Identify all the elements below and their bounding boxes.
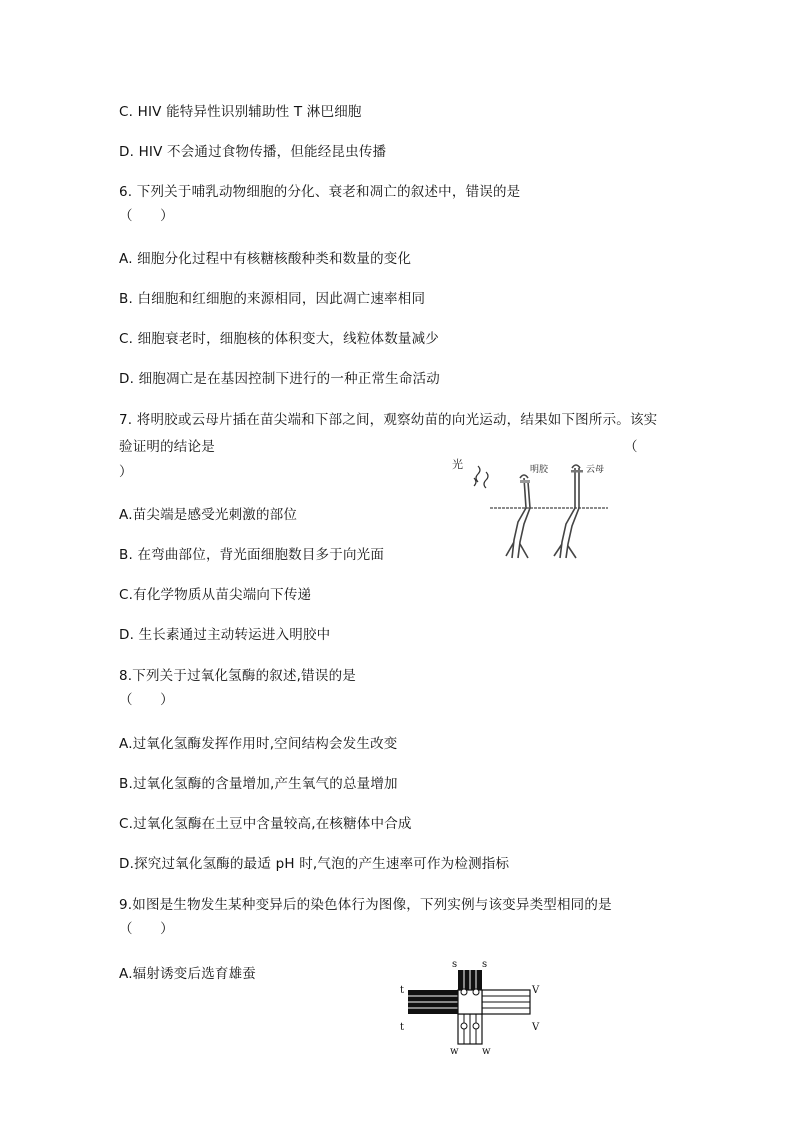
label-v1: V xyxy=(532,985,540,996)
q7-paren-open: （ xyxy=(624,439,638,455)
q7-stem-line2: 验证明的结论是 xyxy=(119,439,215,455)
q8-option-a: A.过氧化氢酶发挥作用时,空间结构会发生改变 xyxy=(119,736,398,752)
q9-stem: 9.如图是生物发生某种变异后的染色体行为图像，下列实例与该变异类型相同的是 xyxy=(119,897,612,913)
label-s2: s xyxy=(482,959,488,970)
seedling-gelatin xyxy=(506,475,530,558)
seedling-mica xyxy=(554,465,580,558)
q7-option-a: A.苗尖端是感受光刺激的部位 xyxy=(119,507,298,523)
q6-option-a: A. 细胞分化过程中有核糖核酸种类和数量的变化 xyxy=(119,251,412,267)
label-s1: s xyxy=(452,959,458,970)
q8-answer-paren: （ ） xyxy=(119,692,174,708)
q8-option-c: C.过氧化氢酶在土豆中含量较高,在核糖体中合成 xyxy=(119,816,412,832)
q6-option-d: D. 细胞凋亡是在基因控制下进行的一种正常生命活动 xyxy=(119,371,440,387)
mica-label: 云母 xyxy=(586,465,605,475)
seedling-phototropism-figure xyxy=(448,452,618,564)
q7-option-b: B. 在弯曲部位，背光面细胞数目多于向光面 xyxy=(119,547,385,563)
q8-option-d: D.探究过氧化氢酶的最适 pH 时,气泡的产生速率可作为检测指标 xyxy=(119,856,510,872)
label-t1: t xyxy=(400,985,405,996)
light-rays-icon xyxy=(474,466,488,488)
q8-stem: 8.下列关于过氧化氢酶的叙述,错误的是 xyxy=(119,668,356,684)
label-w1: w xyxy=(450,1046,459,1056)
q7-option-c: C.有化学物质从苗尖端向下传递 xyxy=(119,587,312,603)
q9-answer-paren: （ ） xyxy=(119,921,174,937)
chromosome-cross-figure xyxy=(398,956,548,1056)
label-v2: V xyxy=(532,1022,540,1033)
q9-option-a: A.辐射诱变后选育雄蚕 xyxy=(119,966,256,982)
gelatin-block xyxy=(520,480,530,483)
mica-sheet xyxy=(571,470,583,473)
light-label: 光 xyxy=(452,458,463,471)
q5-option-d: D. HIV 不会通过食物传播，但能经昆虫传播 xyxy=(119,144,387,160)
label-w2: w xyxy=(482,1046,491,1056)
q6-answer-paren: （ ） xyxy=(119,208,174,224)
q7-option-d: D. 生长素通过主动转运进入明胶中 xyxy=(119,627,331,643)
q8-option-b: B.过氧化氢酶的含量增加,产生氧气的总量增加 xyxy=(119,776,398,792)
q7-stem-line1: 7. 将明胶或云母片插在苗尖端和下部之间，观察幼苗的向光运动，结果如下图所示。该实 xyxy=(119,412,658,428)
q7-paren-close: ） xyxy=(119,464,133,480)
gelatin-label: 明胶 xyxy=(530,465,549,475)
label-t2: t xyxy=(400,1022,405,1033)
q5-option-c: C. HIV 能特异性识别辅助性 T 淋巴细胞 xyxy=(119,104,362,120)
q6-option-b: B. 白细胞和红细胞的来源相同，因此凋亡速率相同 xyxy=(119,291,426,307)
q6-option-c: C. 细胞衰老时，细胞核的体积变大，线粒体数量减少 xyxy=(119,331,440,347)
q6-stem: 6. 下列关于哺乳动物细胞的分化、衰老和凋亡的叙述中，错误的是 xyxy=(119,184,521,200)
